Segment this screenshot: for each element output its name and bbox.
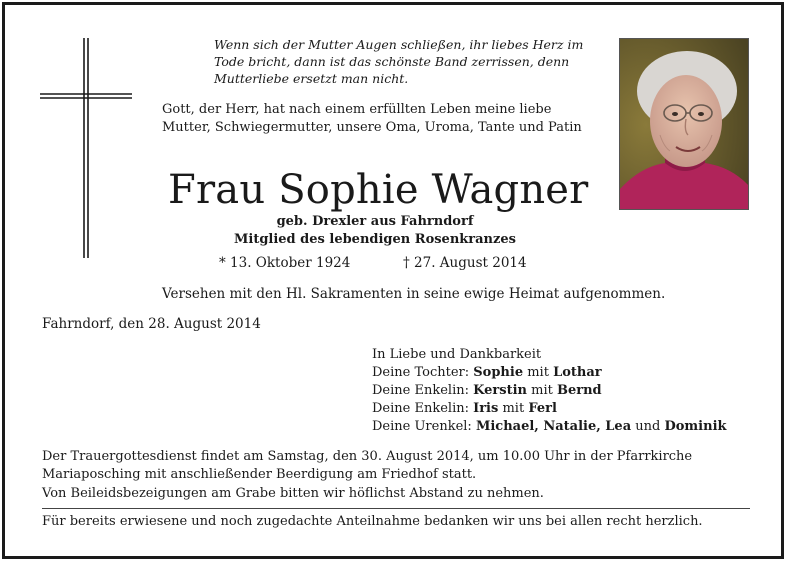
family-list bbox=[372, 346, 727, 436]
birth-date: * 13. Oktober 1924 bbox=[219, 255, 351, 271]
family-row-daughter: Deine Tochter: Sophie mit Lothar bbox=[372, 365, 602, 380]
sacraments-text: Versehen mit den Hl. Sakramenten in seine ewige Heimat aufgenommen. bbox=[162, 286, 666, 302]
family-row-great-grandchildren: Deine Urenkel: Michael, Natalie, Lea und Dominik bbox=[372, 419, 727, 434]
condolence-note: Von Beileidsbezeigungen am Grabe bitten wir höflichst Abstand zu nehmen. bbox=[42, 486, 544, 501]
deceased-name: Frau Sophie Wagner bbox=[168, 167, 589, 213]
family-heading: In Liebe und Dankbarkeit bbox=[372, 347, 542, 362]
portrait-photo bbox=[619, 38, 749, 210]
intro-text: Gott, der Herr, hat nach einem erfüllten Leben meine liebe Mutter, Schwiegermutter, unsere Oma, Uroma, Tante und Patin bbox=[162, 102, 582, 135]
family-row-grandchild: Deine Enkelin: Iris mit Ferl bbox=[372, 401, 557, 416]
cross-icon bbox=[38, 36, 134, 260]
death-date: † 27. August 2014 bbox=[403, 255, 527, 271]
maiden-name: geb. Drexler aus Fahrndorf bbox=[276, 214, 474, 229]
place-date: Fahrndorf, den 28. August 2014 bbox=[42, 316, 261, 332]
memorial-quote: Wenn sich der Mutter Augen schließen, ihr liebes Herz im Tode bricht, dann ist das schönste Band zerrissen, denn Mutterliebe ersetzt man nicht. bbox=[214, 37, 584, 86]
divider bbox=[42, 508, 750, 509]
family-row-grandchild: Deine Enkelin: Kerstin mit Bernd bbox=[372, 383, 602, 398]
service-info: Der Trauergottesdienst findet am Samstag, den 30. August 2014, um 10.00 Uhr in der Pfarrkirche Mariaposching mit anschließender Beerdigung am Friedhof statt. bbox=[42, 449, 693, 482]
membership: Mitglied des lebendigen Rosenkranzes bbox=[233, 232, 516, 247]
thanks-text: Für bereits erwiesene und noch zugedachte Anteilnahme bedanken wir uns bei allen recht herzlich. bbox=[42, 514, 703, 529]
